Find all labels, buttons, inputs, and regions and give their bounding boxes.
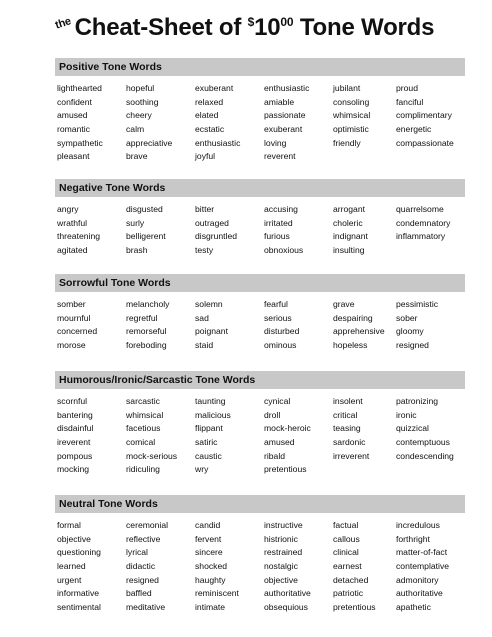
tone-word: regretful (126, 312, 158, 323)
tone-word: satiric (195, 437, 218, 448)
tone-word: irreverent (333, 450, 370, 461)
tone-word: reflective (126, 533, 161, 544)
tone-word: bitter (195, 204, 215, 214)
tone-word: authoritative (264, 588, 311, 599)
page-title (0, 14, 492, 42)
tone-word: reverent (264, 151, 296, 162)
tone-word: contemptuous (396, 437, 450, 448)
tone-word: friendly (333, 137, 361, 148)
tone-word: threatening (57, 231, 101, 242)
tone-word: instructive (264, 520, 303, 530)
tone-word: sad (195, 312, 209, 323)
tone-word: mournful (57, 312, 91, 323)
title-amount: 10 (254, 14, 281, 41)
tone-word (333, 463, 396, 477)
tone-word: wry (195, 464, 209, 475)
tone-word: disdainful (57, 423, 94, 434)
tone-word: contemplative (396, 561, 450, 572)
tone-word: amused (264, 437, 295, 448)
tone-section (55, 58, 465, 164)
tone-word: fanciful (396, 96, 424, 107)
tone-word: consoling (333, 96, 370, 107)
tone-word: condescending (396, 450, 454, 461)
tone-word: apprehensive (333, 326, 385, 337)
tone-word: soothing (126, 96, 159, 107)
tone-word: amused (57, 110, 88, 121)
word-grid (55, 298, 465, 353)
tone-word: incredulous (396, 520, 440, 530)
tone-word: obsequious (264, 602, 308, 613)
tone-word: disturbed (264, 326, 300, 337)
tone-word: surly (126, 217, 145, 228)
tone-word: arrogant (333, 204, 366, 214)
tone-word (396, 150, 471, 164)
tone-word: mock-serious (126, 450, 178, 461)
tone-word: questioning (57, 547, 101, 558)
tone-word: wrathful (57, 217, 88, 228)
tone-word: testy (195, 245, 214, 256)
tone-word: grave (333, 299, 355, 309)
tone-word: ridiculing (126, 464, 160, 475)
tone-word: ecstatic (195, 124, 225, 135)
tone-word: gloomy (396, 326, 424, 337)
tone-word: resigned (396, 340, 429, 351)
tone-word: comical (126, 437, 156, 448)
tone-word: joyful (195, 151, 216, 162)
tone-word: indignant (333, 231, 368, 242)
tone-word: confident (57, 96, 92, 107)
tone-word: critical (333, 409, 358, 420)
tone-word: outraged (195, 217, 229, 228)
tone-word: cheery (126, 110, 152, 121)
tone-word: teasing (333, 423, 361, 434)
tone-word: inflammatory (396, 231, 446, 242)
tone-word: energetic (396, 124, 432, 135)
tone-word: cynical (264, 396, 291, 406)
tone-section (55, 179, 465, 258)
tone-word: sober (396, 312, 418, 323)
tone-word: ribald (264, 450, 286, 461)
tone-word: quarrelsome (396, 204, 444, 214)
tone-word: factual (333, 520, 359, 530)
tone-word: ceremonial (126, 520, 169, 530)
title-prefix: the (53, 15, 73, 32)
tone-word: morose (57, 340, 86, 351)
tone-word: angry (57, 204, 79, 214)
tone-word: mock-heroic (264, 423, 311, 434)
tone-word: informative (57, 588, 100, 599)
tone-word: fervent (195, 533, 222, 544)
tone-word: complimentary (396, 110, 452, 121)
tone-word: belligerent (126, 231, 166, 242)
tone-word: proud (396, 83, 418, 93)
tone-word: pleasant (57, 151, 90, 162)
tone-word: enthusiastic (195, 137, 241, 148)
section-heading: Sorrowful Tone Words (55, 274, 465, 292)
tone-word: whimsical (333, 110, 371, 121)
tone-word: insulting (333, 245, 365, 256)
tone-word: apathetic (396, 602, 431, 613)
tone-word: disgruntled (195, 231, 238, 242)
tone-word: hopeful (126, 83, 155, 93)
title-suffix: Tone Words (293, 14, 435, 41)
tone-word: exuberant (195, 83, 234, 93)
word-grid (55, 82, 465, 164)
section-heading: Negative Tone Words (55, 179, 465, 197)
word-grid (55, 519, 465, 615)
tone-word: choleric (333, 217, 363, 228)
title-main: Cheat-Sheet of (74, 14, 248, 41)
section-heading: Neutral Tone Words (55, 495, 465, 513)
tone-word: disgusted (126, 204, 163, 214)
tone-word: passionate (264, 110, 306, 121)
section-heading: Humorous/Ironic/Sarcastic Tone Words (55, 371, 465, 389)
tone-word: histrionic (264, 533, 298, 544)
tone-word: mocking (57, 464, 89, 475)
tone-section (55, 274, 465, 353)
tone-word: restrained (264, 547, 303, 558)
tone-word: lyrical (126, 547, 148, 558)
tone-word: callous (333, 533, 360, 544)
tone-word: clinical (333, 547, 359, 558)
tone-word: scornful (57, 396, 88, 406)
tone-word: enthusiastic (264, 83, 310, 93)
tone-word: authoritative (396, 588, 443, 599)
tone-word: pretentious (264, 464, 307, 475)
tone-word: malicious (195, 409, 231, 420)
tone-word: romantic (57, 124, 90, 135)
tone-word: condemnatory (396, 217, 451, 228)
tone-word: foreboding (126, 340, 167, 351)
tone-word: pessimistic (396, 299, 439, 309)
tone-word: elated (195, 110, 219, 121)
tone-word: reminiscent (195, 588, 239, 599)
tone-word: obnoxious (264, 245, 304, 256)
tone-word: appreciative (126, 137, 173, 148)
tone-word: ireverent (57, 437, 91, 448)
tone-word (396, 244, 471, 258)
tone-word: taunting (195, 396, 226, 406)
tone-word: agitated (57, 245, 88, 256)
tone-word: pretentious (333, 602, 376, 613)
tone-word: droll (264, 409, 281, 420)
word-grid (55, 395, 465, 477)
tone-word: flippant (195, 423, 223, 434)
tone-word: poignant (195, 326, 228, 337)
tone-word: exuberant (264, 124, 303, 135)
tone-word: sympathetic (57, 137, 103, 148)
tone-word (396, 463, 471, 477)
tone-word: meditative (126, 602, 166, 613)
tone-word: learned (57, 561, 86, 572)
tone-word (333, 150, 396, 164)
tone-word: objective (57, 533, 91, 544)
tone-word: sarcastic (126, 396, 160, 406)
tone-word: shocked (195, 561, 228, 572)
tone-word: bantering (57, 409, 93, 420)
tone-word: caustic (195, 450, 222, 461)
tone-word: facetious (126, 423, 161, 434)
tone-word: formal (57, 520, 81, 530)
tone-word: somber (57, 299, 86, 309)
tone-word: remorseful (126, 326, 167, 337)
tone-word: patriotic (333, 588, 364, 599)
tone-word: concerned (57, 326, 98, 337)
tone-word: brash (126, 245, 148, 256)
tone-word: urgent (57, 574, 82, 585)
tone-word: intimate (195, 602, 226, 613)
tone-section (55, 495, 465, 615)
tone-word: staid (195, 340, 214, 351)
tone-word: candid (195, 520, 221, 530)
tone-word: ironic (396, 409, 417, 420)
tone-word: calm (126, 124, 145, 135)
tone-word: hopeless (333, 340, 368, 351)
tone-word: optimistic (333, 124, 369, 135)
tone-word: irritated (264, 217, 293, 228)
tone-word: quizzical (396, 423, 429, 434)
tone-word: accusing (264, 204, 298, 214)
tone-word: patronizing (396, 396, 439, 406)
title-cents: 00 (280, 15, 294, 29)
tone-word: nostalgic (264, 561, 298, 572)
tone-word: didactic (126, 561, 156, 572)
tone-word: sentimental (57, 602, 101, 613)
tone-word: compassionate (396, 137, 454, 148)
tone-word: amiable (264, 96, 295, 107)
tone-word: sincere (195, 547, 223, 558)
tone-word: furious (264, 231, 290, 242)
tone-word: despairing (333, 312, 373, 323)
section-heading: Positive Tone Words (55, 58, 465, 76)
tone-word: forthright (396, 533, 430, 544)
tone-word: lighthearted (57, 83, 102, 93)
tone-word: matter-of-fact (396, 547, 448, 558)
tone-word: relaxed (195, 96, 224, 107)
tone-word: loving (264, 137, 287, 148)
tone-word: admonitory (396, 574, 439, 585)
tone-word: sardonic (333, 437, 366, 448)
tone-word: objective (264, 574, 298, 585)
title-dollar: $ (247, 15, 255, 29)
tone-word: serious (264, 312, 292, 323)
tone-word: pompous (57, 450, 93, 461)
tone-word: baffled (126, 588, 152, 599)
tone-word: insolent (333, 396, 363, 406)
tone-word: whimsical (126, 409, 164, 420)
tone-word: haughty (195, 574, 226, 585)
tone-word: brave (126, 151, 148, 162)
tone-section (55, 371, 465, 477)
word-grid (55, 203, 465, 258)
tone-word: melancholy (126, 299, 170, 309)
tone-word: detached (333, 574, 369, 585)
tone-word: earnest (333, 561, 362, 572)
tone-word: resigned (126, 574, 159, 585)
tone-word: jubilant (333, 83, 361, 93)
tone-word: ominous (264, 340, 297, 351)
tone-word: solemn (195, 299, 223, 309)
tone-word: fearful (264, 299, 288, 309)
